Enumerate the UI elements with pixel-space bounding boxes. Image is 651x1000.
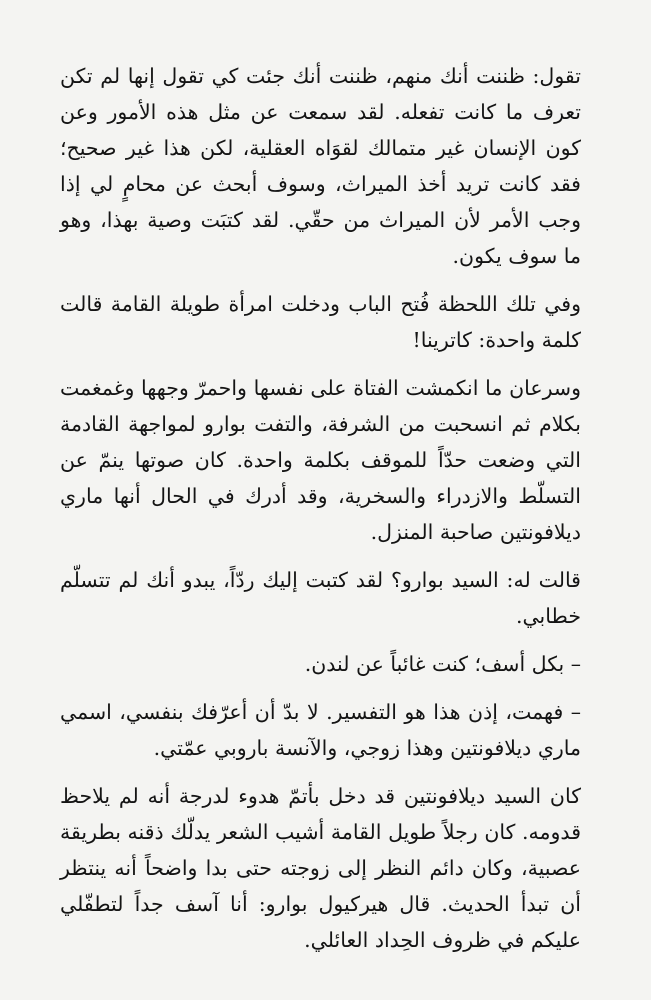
paragraph-mr-delafontaine: كان السيد ديلافونتين قد دخل بأتمّ هدوء لدرجة أنه لم يلاحظ قدومه. كان رجلاً طويل القامة أشيب الشعر يدلّك ذقنه بطريقة عصبية، وكان دائم النظر إلى زوجته حتى بدا واضحاً أنه ينتظر أن تبدأ الحديث. قال هيركيول بوارو: أنا آسف جداً لتطفّلي عليكم في ظروف الحِداد العائلي. bbox=[60, 784, 581, 952]
paragraph-katrina-speech: تقول: ظننت أنك منهم، ظننت أنك جئت كي تقول إنها لم تكن تعرف ما كانت تفعله. لقد سمعت عن مثل هذه الأمور وعن كون الإنسان غير متمالك لقوَاه العقلية، لكن هذا غير صحيح؛ فقد كانت تريد أخذ الميراث، وسوف أبحث عن محامٍ لي إذا وجب الأمر لأن الميراث من حقّي. لقد كتبَت وصية بهذا، وهو ما سوف يكون. bbox=[60, 64, 581, 268]
paragraph-door-opens: وفي تلك اللحظة فُتح الباب ودخلت امرأة طويلة القامة قالت كلمة واحدة: كاترينا! bbox=[60, 292, 581, 352]
paragraph-mary-greeting: قالت له: السيد بوارو؟ لقد كتبت إليك ردّاً، يبدو أنك لم تتسلّم خطابي. bbox=[60, 568, 581, 628]
paragraph-poirot-reply: – بكل أسف؛ كنت غائباً عن لندن. bbox=[304, 652, 581, 676]
paragraph-mary-introduction: – فهمت، إذن هذا هو التفسير. لا بدّ أن أعرّفك بنفسي، اسمي ماري ديلافونتين وهذا زوجي، والآنسة باروبي عمّتي. bbox=[60, 700, 581, 760]
paragraph-girl-withdraws: وسرعان ما انكمشت الفتاة على نفسها واحمرّ وجهها وغمغمت بكلام ثم انسحبت من الشرفة، والتفت بوارو لمواجهة القادمة التي وضعت حدّاً للموقف بكلمة واحدة. كان صوتها ينمّ عن التسلّط والازدراء والسخرية، وقد أدرك في الحال أنها ماري ديلافونتين صاحبة المنزل. bbox=[60, 376, 581, 544]
